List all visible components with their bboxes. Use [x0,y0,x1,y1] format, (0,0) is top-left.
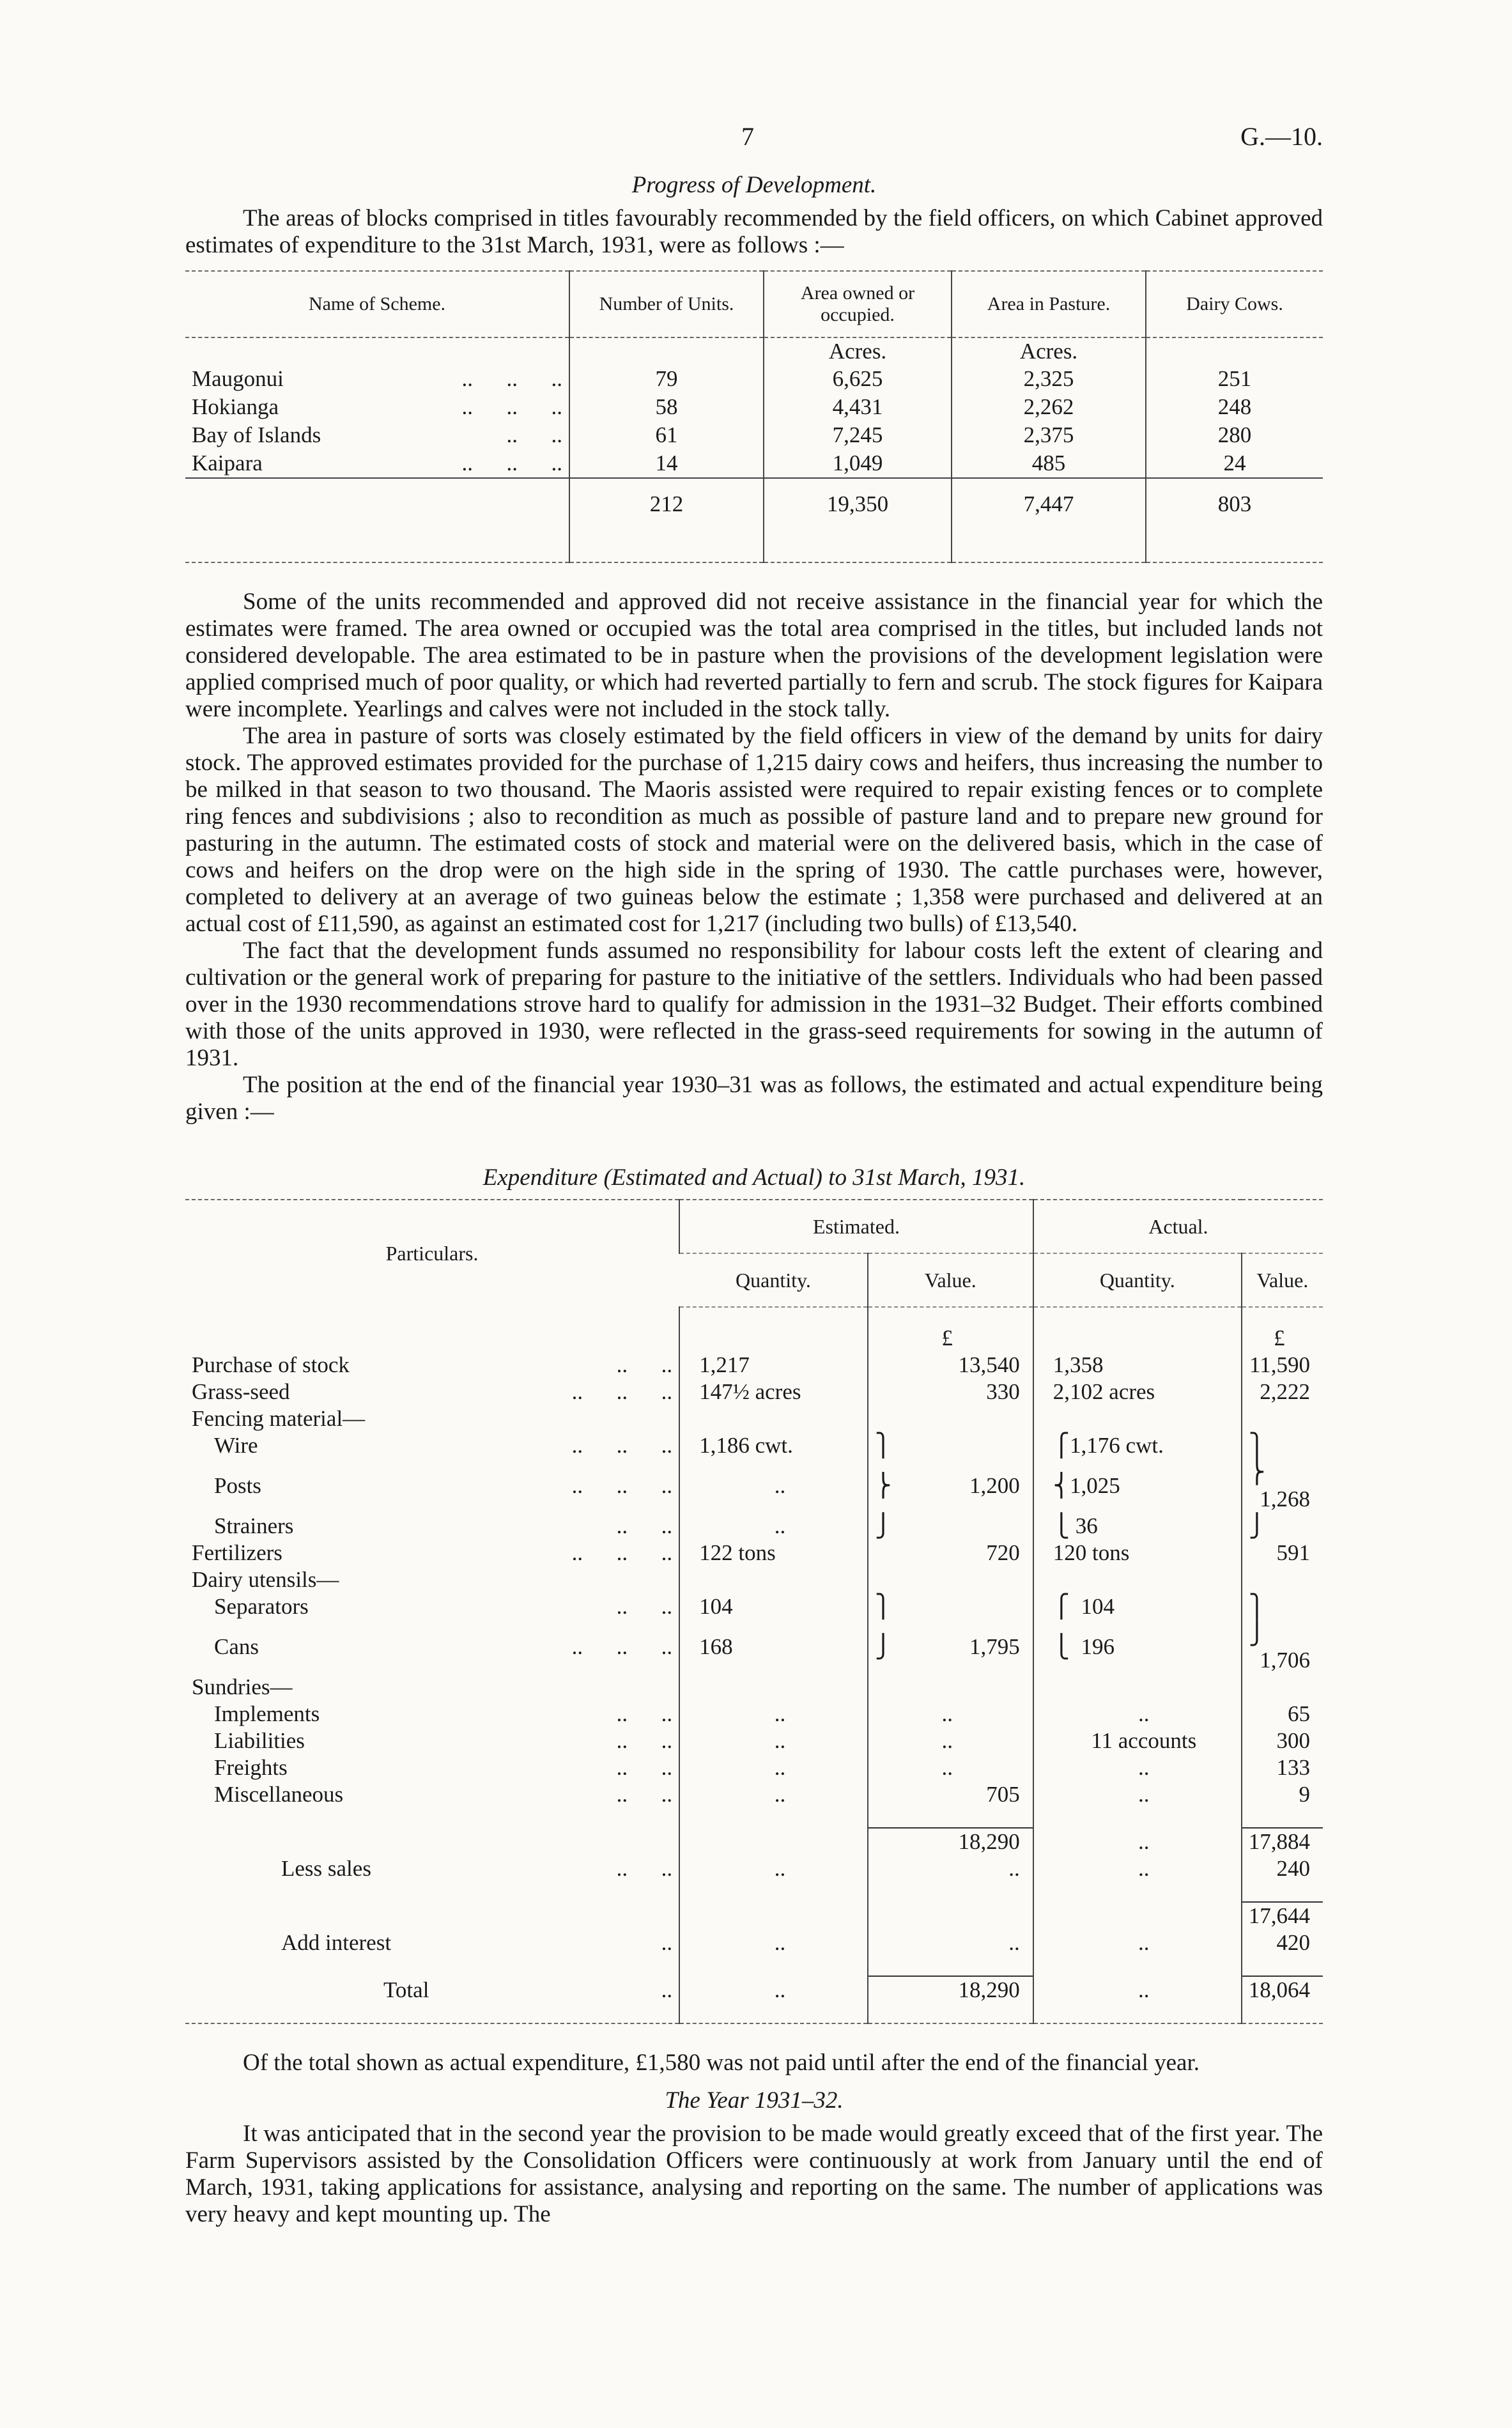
paragraph-actual-expenditure: Of the total shown as actual expenditure, £1,580 was not paid until after the end of the financial year. [243,2050,1200,2076]
col-header-est-quantity: Quantity. [679,1253,868,1307]
table-row: Purchase of stock .. .. 1,217 13,540 1,358 11,590 [185,1352,1323,1379]
currency-symbol: £ [868,1307,1033,1352]
currency-symbol: £ [1242,1307,1323,1352]
table-row: Implements .. .. .. .. .. 65 [185,1701,1323,1728]
subtotal-row: 17,644 [185,1902,1323,1929]
document-page [185,121,1323,2228]
unit-label-pasture: Acres. [952,337,1146,365]
table-row: Bay of Islands .. .. 61 7,245 2,375 280 [185,421,1323,449]
unit-label-owned: Acres. [764,337,952,365]
schemes-table [185,270,1323,563]
section-heading-year: The Year 1931–32. [665,2087,844,2114]
scheme-name: Maugonui [192,366,284,391]
table-row: Wire .. .. .. 1,186 cwt. ⎫ ⎧1,176 cwt. ⎫ [185,1432,1323,1459]
scheme-name: Hokianga [192,394,279,419]
table-row: Liabilities .. .. .. .. 11 accounts 300 [185,1728,1323,1754]
page-header [185,121,1323,166]
paragraph-development-funds: The fact that the development funds assumed no responsibility for labour costs left the extent of clearing and cultivation or the general work of preparing for pasture to the initiative of the settlers. Individuals who had been passed over in the 1930 recommendations strove hard to qualify for admission in the 1931–32 Budget. Their efforts combined with those of the units approved in 1930, were reflected in the grass-seed requirements for sowing in the autumn of 1931. [185,938,1323,1071]
table-row: Miscellaneous .. .. .. 705 .. 9 [185,1781,1323,1808]
table-row: Fertilizers .. .. .. 122 tons 720 120 tons 591 [185,1540,1323,1566]
table-row: Dairy utensils— [185,1566,1323,1593]
table-row: Kaipara .. .. .. 14 1,049 485 24 [185,449,1323,478]
subtotal-row: 18,290 .. 17,884 [185,1828,1323,1855]
add-interest-row: Add interest .. .. .. .. 420 [185,1929,1323,1956]
paragraph-units: Some of the units recommended and approved did not receive assistance in the financial year for which the estimates were framed. The area owned or occupied was the total area comprised in the titles, but included lands not considered developable. The area estimated to be in pasture when the provisions of the development legislation were applied comprised much of poor quality, or which had reverted partially to fern and scrub. The stock figures for Kaipara were incomplete. Yearlings and calves were not included in the stock tally. [185,589,1323,722]
col-header-units: Number of Units. [569,271,764,337]
progress-intro: The areas of blocks comprised in titles favourably recommended by the field officers, on which Cabinet approved estimates of expenditure to the 31st March, 1931, were as follows :— [185,205,1323,258]
col-header-act-quantity: Quantity. [1033,1253,1242,1307]
table-row: Grass-seed .. .. .. 147½ acres 330 2,102 acres 2,222 [185,1379,1323,1405]
scheme-name: Kaipara [192,451,263,476]
col-header-owned: Area owned or occupied. [764,271,952,337]
table-row: Sundries— [185,1674,1323,1701]
col-header-act-value: Value. [1242,1253,1323,1307]
less-sales-row: Less sales .. .. .. .. .. 240 [185,1855,1323,1882]
expenditure-table [185,1199,1323,2024]
section-heading-progress: Progress of Development. [631,172,877,198]
total-row: Total .. .. 18,290 .. 18,064 [185,1976,1323,2004]
page-number: 7 [741,122,754,151]
col-header-cows: Dairy Cows. [1146,271,1323,337]
col-header-estimated: Estimated. [679,1200,1033,1253]
col-header-actual: Actual. [1033,1200,1323,1253]
table-row: Fencing material— [185,1405,1323,1432]
paragraph-year: It was anticipated that in the second year the provision to be made would greatly exceed that of the first year. The Farm Supervisors assisted by the Consolidation Officers were continuously at work from January until the end of March, 1931, taking applications for assistance, analysing and reporting on the same. The number of applications was very heavy and kept mounting up. The [185,2121,1323,2227]
paragraph-pasture: The area in pasture of sorts was closely estimated by the field officers in view of the demand by units for dairy stock. The approved estimates provided for the purchase of 1,215 dairy cows and heifers, thus increasing the number to be milked in that season to two thousand. The Maoris assisted were required to repair existing fences or to complete ring fences and subdivisions ; also to recondition as much as possible of pasture land and to prepare new ground for pasturing in the autumn. The estimated costs of stock and material were on the delivered basis, which in the case of cows and heifers on the drop were on the high side in the spring of 1930. The cattle purchases were, however, completed to delivery at an average of two guineas below the estimate ; 1,358 were purchased and delivered at an actual cost of £11,590, as against an estimated cost for 1,217 (including two bulls) of £13,540. [185,723,1323,937]
expenditure-caption: Expenditure (Estimated and Actual) to 31st March, 1931. [482,1164,1026,1191]
table-row: Freights .. .. .. .. .. 133 [185,1754,1323,1781]
table-row: Maugonui .. .. .. 79 6,625 2,325 251 [185,365,1323,393]
table-row: Cans .. .. .. 168 ⎭ 1,795 ⎩ 196 ⎭ 1,706 [185,1620,1323,1674]
col-header-particulars: Particulars. [385,1242,479,1265]
col-header-scheme: Name of Scheme. [185,271,569,337]
document-code: G.—10. [1240,122,1323,151]
col-header-pasture: Area in Pasture. [952,271,1146,337]
table-row: Separators .. .. 104 ⎫ ⎧ 104 ⎫ [185,1593,1323,1620]
table-row: Posts .. .. .. .. ⎬ 1,200 ⎨1,025 ⎬ 1,268 [185,1459,1323,1513]
paragraph-position: The position at the end of the financial year 1930–31 was as follows, the estimated and actual expenditure being given :— [185,1072,1323,1125]
col-header-est-value: Value. [868,1253,1033,1307]
table-row: Hokianga .. .. .. 58 4,431 2,262 248 [185,393,1323,421]
table-row: Strainers .. .. .. ⎭ ⎩ 36 ⎭ [185,1513,1323,1540]
scheme-name: Bay of Islands [192,422,321,447]
total-row: 212 19,350 7,447 803 [185,478,1323,530]
